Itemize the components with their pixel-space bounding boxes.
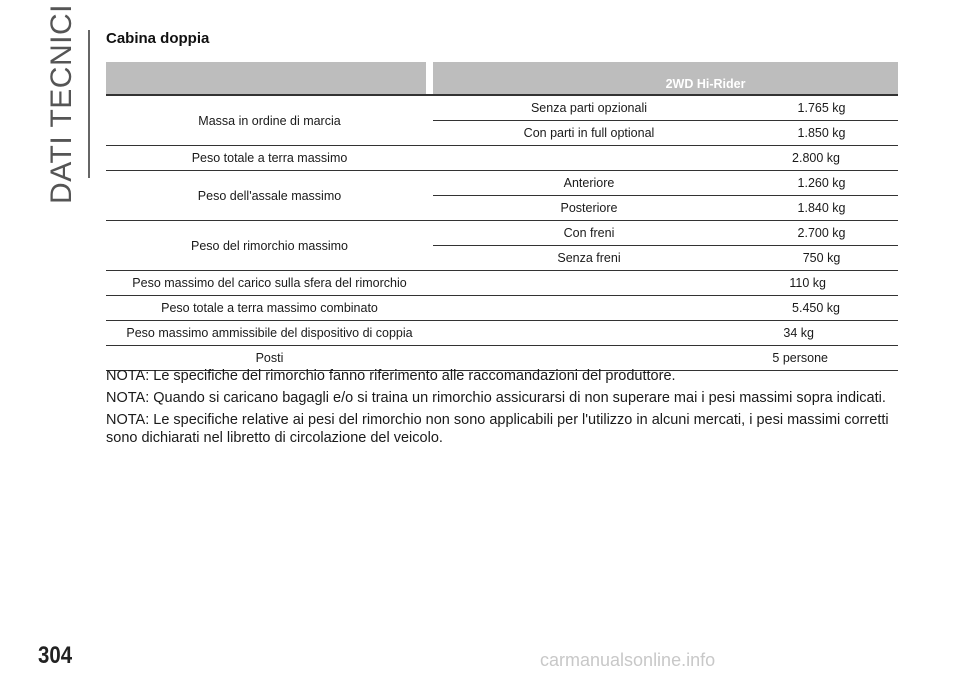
table-header-model: 2WD Hi-Rider [433,62,898,94]
weights-table [106,62,898,371]
row-label: Peso del rimorchio massimo [191,238,348,253]
row-condition: Posteriore [560,201,618,215]
table-row [106,146,898,171]
row-value: 1.850 kg [797,126,846,140]
table-subrow [433,245,898,270]
row-value: 1.260 kg [797,176,846,190]
note-market-applicability: NOTA: Le specifiche relative ai pesi del rimorchio non sono applicabili per l'utilizzo in alcuni mercati, i pesi massimi corretti sono dichiarati nel libretto di circolazione del veicolo. [106,412,889,446]
table-subrow [433,195,898,220]
row-condition: Anteriore [563,176,615,190]
row-label: Posti [255,351,284,365]
row-label: Peso totale a terra massimo combinato [161,301,378,315]
row-value: 1.765 kg [797,101,846,115]
row-value: 2.700 kg [797,226,846,240]
notes [106,367,906,451]
table-row [106,321,898,346]
row-value: 750 kg [802,251,841,265]
row-label: Peso totale a terra massimo [191,151,348,165]
table-subrow [433,96,898,120]
section-title: Cabina doppia [106,30,210,47]
row-label: Peso massimo del carico sulla sfera del rimorchio [132,276,407,290]
page-number: 304 [38,642,73,669]
table-subrow [433,221,898,245]
row-value: 110 kg [789,276,826,290]
row-condition: Senza parti opzionali [530,101,648,115]
table-row [106,96,898,146]
row-condition: Con parti in full optional [523,126,655,140]
table-row [106,296,898,321]
row-value: 1.840 kg [797,201,846,215]
table-row [106,221,898,271]
table-header-blank [106,62,426,94]
row-value: 34 kg [783,326,814,340]
row-condition: Con freni [563,226,615,240]
row-label: Peso massimo ammissibile del dispositivo di coppia [126,326,413,340]
chapter-divider [88,30,90,178]
chapter-title: DATI TECNICI [45,4,78,204]
row-condition: Senza freni [557,251,621,265]
chapter-side-label [40,4,84,204]
row-label: Peso dell'assale massimo [197,188,342,203]
table-subrow [433,120,898,145]
row-value: 2.800 kg [792,151,840,165]
table-subrow [433,171,898,195]
note-max-weights: NOTA: Quando si caricano bagagli e/o si traina un rimorchio assicurarsi di non superare mai i pesi massimi sopra indicati. [106,390,886,406]
table-row [106,171,898,221]
table-header [106,62,898,96]
table-row [106,271,898,296]
note-trailer-specs: NOTA: Le specifiche del rimorchio fanno riferimento alle raccomandazioni del produttore. [106,368,676,384]
row-label: Massa in ordine di marcia [198,113,341,128]
watermark: carmanualsonline.info [540,650,716,670]
row-value: 5.450 kg [792,301,840,315]
row-value: 5 persone [772,351,828,365]
